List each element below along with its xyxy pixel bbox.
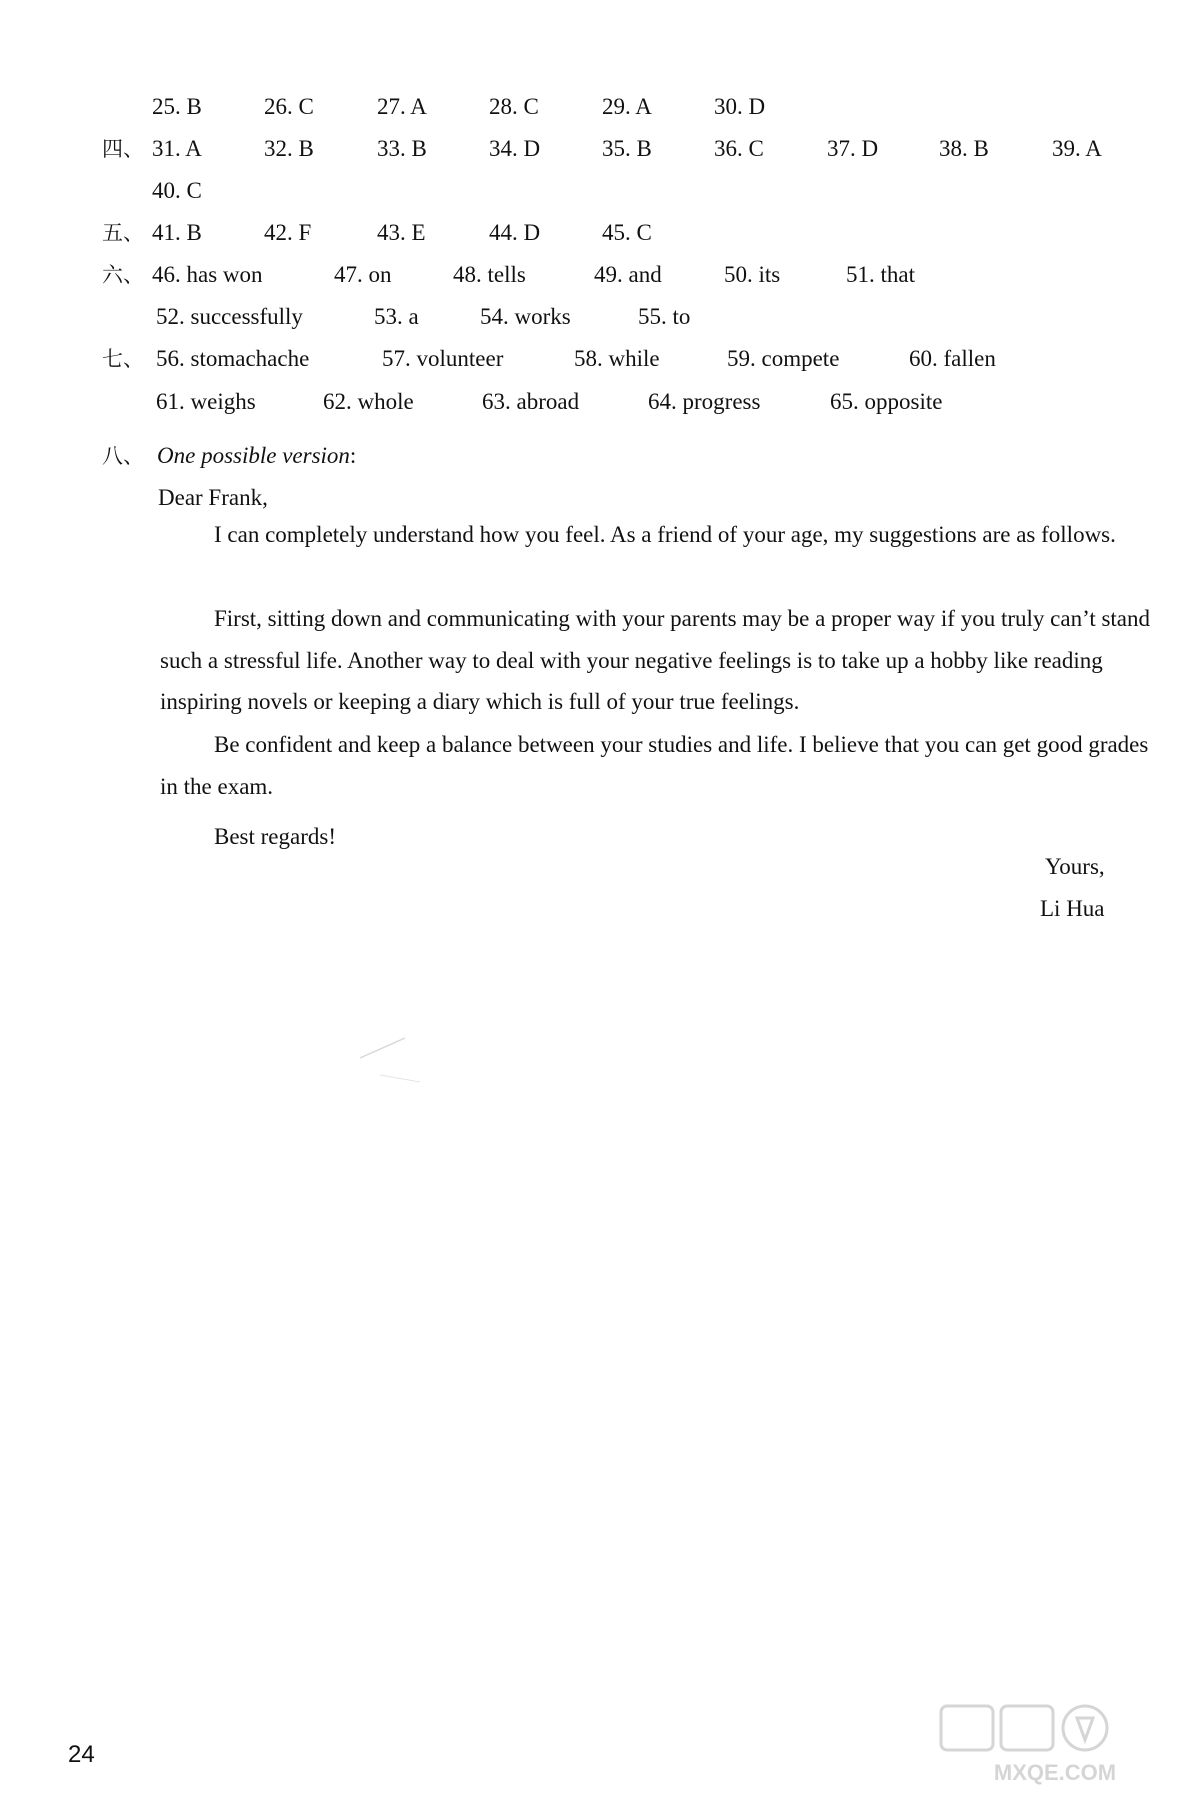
answer-53: 53. a [374,304,419,329]
scan-mark-decoration [350,1030,430,1090]
watermark-logo-graphic [935,1700,1180,1788]
answer-row-46-51 [0,257,1184,293]
letter-greeting: Dear Frank, [158,485,268,510]
answer-27: 27. A [377,94,427,119]
answer-45: 45. C [602,220,652,245]
answer-row-41-45 [0,215,1184,251]
letter-paragraph-3: Be confident and keep a balance between your studies and life. I believe that you can get good grades in the exam. [160,732,1149,799]
watermark-logo-icon [935,1700,1180,1788]
answer-48: 48. tells [453,262,526,287]
answer-59: 59. compete [727,346,840,371]
answer-34: 34. D [489,136,541,161]
writing-heading [0,438,1184,474]
answer-56: 56. stomachache [156,346,310,371]
section-label-five: 五、 [102,221,144,245]
answer-47: 47. on [334,262,392,287]
answer-42: 42. F [264,220,312,245]
answer-58: 58. while [574,346,660,371]
answer-36: 36. C [714,136,764,161]
answer-32: 32. B [264,136,314,161]
answer-38: 38. B [939,136,989,161]
answer-35: 35. B [602,136,652,161]
letter-signature: Li Hua [1040,896,1105,921]
answer-row-52-55 [0,299,1184,335]
answer-28: 28. C [489,94,539,119]
answer-30: 30. D [714,94,766,119]
version-label: One possible version [157,443,350,468]
answer-26: 26. C [264,94,314,119]
letter-closing-line: Best regards! [214,824,336,849]
letter-paragraph-2: First, sitting down and communicating with your parents may be a proper way if you truly can’t stand such a stressful life. Another way to deal with your negative feelings is to take up a hobby like reading inspiring novels or keeping a diary which is full of your true feelings. [160,606,1151,714]
page-number: 24 [68,1741,95,1768]
answer-33: 33. B [377,136,427,161]
watermark-text: MXQE.COM [993,1760,1117,1785]
section-label-eight: 八、 [102,444,144,468]
answer-57: 57. volunteer [382,346,504,371]
answer-43: 43. E [377,220,426,245]
letter-sign-off: Yours, [1045,854,1105,879]
version-colon: : [349,443,357,468]
answer-25: 25. B [152,94,202,119]
writing-version-heading [157,438,356,474]
answer-60: 60. fallen [909,346,996,371]
answer-row-61-65 [0,384,1184,420]
section-label-seven: 七、 [102,347,144,371]
section-label-four: 四、 [102,137,144,161]
answer-31: 31. A [152,136,202,161]
answer-62: 62. whole [323,389,414,414]
answer-51: 51. that [846,262,915,287]
answer-44: 44. D [489,220,541,245]
letter-paragraph-1: I can completely understand how you feel. As a friend of your age, my suggestions are as follows. [214,522,1116,547]
answer-row-56-60 [0,341,1184,377]
answer-39: 39. A [1052,136,1102,161]
answer-63: 63. abroad [482,389,580,414]
answer-37: 37. D [827,136,879,161]
answer-49: 49. and [594,262,662,287]
answer-64: 64. progress [648,389,761,414]
answer-54: 54. works [480,304,571,329]
answer-41: 41. B [152,220,202,245]
answer-row-40 [0,173,1184,209]
section-label-six: 六、 [102,263,144,287]
answer-55: 55. to [638,304,691,329]
answer-65: 65. opposite [830,389,943,414]
answer-61: 61. weighs [156,389,256,414]
answer-50: 50. its [724,262,781,287]
answer-52: 52. successfully [156,304,303,329]
answer-row-31-39 [0,131,1184,167]
answer-29: 29. A [602,94,652,119]
answer-40: 40. C [152,178,202,203]
answer-row-25-30 [0,89,1184,125]
answer-46: 46. has won [152,262,263,287]
